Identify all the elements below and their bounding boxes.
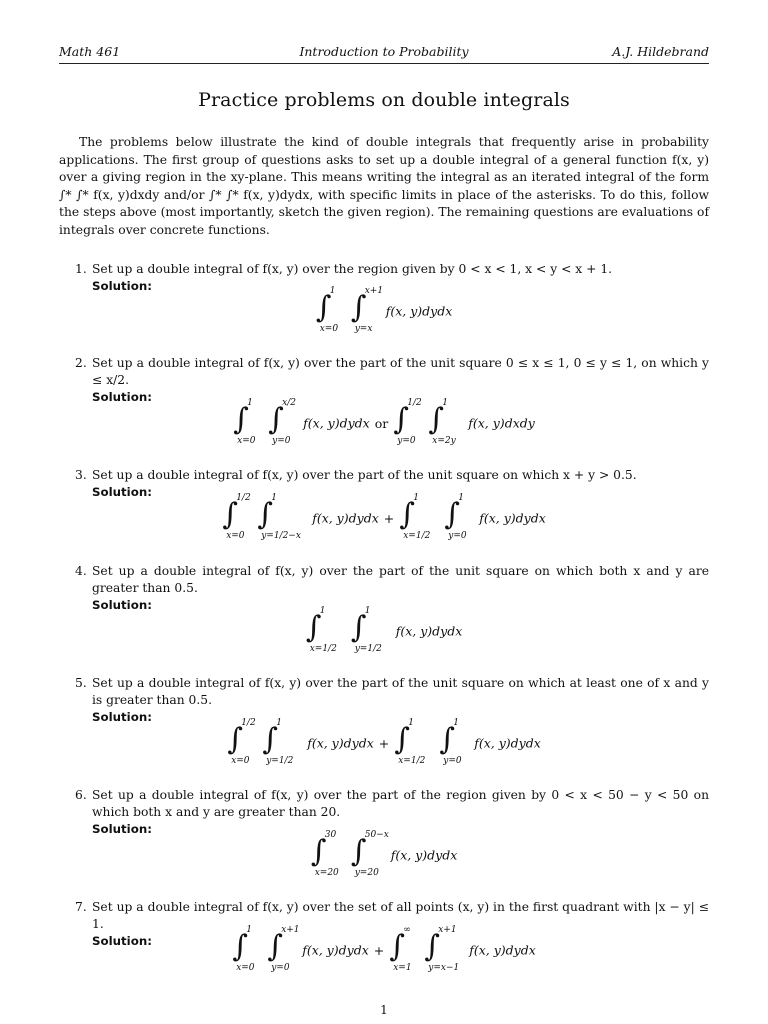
integrand: f(x, y)dydx bbox=[479, 510, 546, 526]
problem-statement: Set up a double integral of f(x, y) over the part of the unit square 0 ≤ x ≤ 1, 0 ≤ y ≤ 1, on which y ≤ x/2. bbox=[92, 356, 709, 388]
outer-integral bbox=[233, 398, 256, 446]
integral-sign: ∫ bbox=[305, 610, 322, 645]
upper-limit: 1 bbox=[246, 925, 252, 935]
integral-sign: ∫ bbox=[350, 610, 367, 645]
page-number: 1 bbox=[380, 1003, 388, 1017]
solution-label: Solution: bbox=[92, 934, 152, 949]
integral-sign: ∫ bbox=[399, 497, 415, 532]
problem-number: 7. bbox=[75, 900, 87, 914]
upper-limit: ∞ bbox=[403, 925, 411, 935]
solution-equation-6 bbox=[59, 830, 709, 878]
upper-limit: 1 bbox=[442, 398, 448, 408]
header-rule bbox=[59, 63, 709, 64]
integral-sign: ∫ bbox=[267, 929, 283, 964]
solution-label: Solution: bbox=[92, 598, 152, 613]
problem-6 bbox=[75, 787, 709, 839]
outer-integral bbox=[227, 718, 256, 766]
lower-limit: x=0 bbox=[231, 756, 250, 766]
lower-limit: x=20 bbox=[314, 868, 339, 878]
header-title: Introduction to Probability bbox=[299, 44, 469, 59]
inner-integral bbox=[424, 925, 460, 973]
lower-limit: y=0 bbox=[271, 963, 290, 973]
problem-number: 1. bbox=[75, 262, 87, 276]
outer-integral bbox=[222, 493, 251, 541]
outer-integral bbox=[305, 606, 337, 654]
integral-sign: ∫ bbox=[315, 290, 332, 325]
upper-limit: 1/2 bbox=[241, 718, 256, 728]
problem-number: 3. bbox=[75, 468, 87, 482]
integral-sign: ∫ bbox=[350, 834, 367, 869]
lower-limit: y=0 bbox=[272, 436, 291, 446]
problem-number: 4. bbox=[75, 564, 87, 578]
upper-limit: x+1 bbox=[281, 925, 300, 935]
lower-limit: y=1/2−x bbox=[261, 531, 301, 541]
inner-integral bbox=[268, 398, 297, 446]
upper-limit: 1 bbox=[247, 398, 253, 408]
integrand: f(x, y)dydx bbox=[469, 942, 536, 958]
equation-joiner: + bbox=[383, 510, 395, 526]
lower-limit: x=1 bbox=[393, 963, 412, 973]
lower-limit: y=20 bbox=[354, 868, 379, 878]
problem-3 bbox=[75, 467, 709, 501]
problem-statement: Set up a double integral of f(x, y) over the part of the unit square on which both x and y are greater than 0.5. bbox=[92, 564, 709, 596]
problem-statement: Set up a double integral of f(x, y) over the region given by 0 < x < 1, x < y < x + 1. bbox=[92, 262, 613, 276]
running-header bbox=[59, 44, 709, 62]
integral-sign: ∫ bbox=[389, 929, 405, 964]
solution-equation-5 bbox=[59, 718, 709, 766]
integral-sign: ∫ bbox=[394, 722, 410, 757]
lower-limit: y=x bbox=[354, 324, 373, 334]
integral-sign: ∫ bbox=[257, 497, 273, 532]
upper-limit: 1 bbox=[413, 493, 419, 503]
problem-statement: Set up a double integral of f(x, y) over the part of the unit square on which at least one of x and y is greater than 0.5. bbox=[92, 676, 709, 708]
problem-statement: Set up a double integral of f(x, y) over the part of the unit square on which x + y > 0.5. bbox=[92, 468, 637, 482]
integrand: f(x, y)dydx bbox=[474, 735, 541, 751]
integrand: f(x, y)dydx bbox=[303, 415, 370, 431]
outer-integral bbox=[310, 830, 339, 878]
integral-sign: ∫ bbox=[222, 497, 238, 532]
header-course: Math 461 bbox=[59, 44, 121, 59]
upper-limit: 1 bbox=[453, 718, 459, 728]
problem-number: 6. bbox=[75, 788, 87, 802]
problem-statement: Set up a double integral of f(x, y) over the part of the region given by 0 < x < 50 − y < 50 on which both x and y are greater than 20. bbox=[92, 788, 709, 820]
lower-limit: x=0 bbox=[226, 531, 245, 541]
solution-equation-2 bbox=[59, 398, 709, 446]
intro-paragraph: The problems below illustrate the kind of double integrals that frequently arise in probability applications. The first group of questions asks to set up a double integral of a general function f(x, y) over a giving region in the xy-plane. This means writing the integral as an iterated integral of the form ∫* ∫* f(x, y)dxdy and/or ∫* ∫* f(x, y)dydx, with specific limits in place of the asterisks. To do this, follow the steps above (most importantly, sketch the given region). The remaining questions are evaluations of integrals over concrete functions. bbox=[59, 135, 709, 237]
solution-label: Solution: bbox=[92, 279, 152, 294]
outer-integral bbox=[394, 718, 426, 766]
solution-label: Solution: bbox=[92, 710, 152, 725]
inner-integral bbox=[257, 493, 301, 541]
lower-limit: x=0 bbox=[237, 436, 256, 446]
integral-sign: ∫ bbox=[439, 722, 455, 757]
lower-limit: x=2y bbox=[432, 436, 456, 446]
lower-limit: x=1/2 bbox=[398, 756, 426, 766]
upper-limit: 1 bbox=[408, 718, 414, 728]
header-author: A.J. Hildebrand bbox=[612, 44, 709, 59]
equation-joiner: + bbox=[378, 735, 390, 751]
integral-sign: ∫ bbox=[310, 834, 327, 869]
integral-sign: ∫ bbox=[444, 497, 460, 532]
integral-sign: ∫ bbox=[268, 402, 284, 437]
problem-statement: Set up a double integral of f(x, y) over the set of all points (x, y) in the first quadrant with |x − y| ≤ 1. bbox=[92, 900, 709, 932]
integral-sign: ∫ bbox=[428, 402, 444, 437]
upper-limit: 1 bbox=[319, 606, 326, 616]
lower-limit: x=1/2 bbox=[309, 644, 337, 654]
integral-sign: ∫ bbox=[227, 722, 243, 757]
upper-limit: 1 bbox=[364, 606, 371, 616]
upper-limit: 1 bbox=[276, 718, 282, 728]
upper-limit: 30 bbox=[324, 830, 337, 840]
integrand: f(x, y)dydx bbox=[302, 942, 369, 958]
upper-limit: 1 bbox=[271, 493, 277, 503]
integrand: f(x, y)dydx bbox=[307, 735, 374, 751]
equation-joiner: + bbox=[373, 942, 385, 958]
lower-limit: y=0 bbox=[443, 756, 462, 766]
page-title: Practice problems on double integrals bbox=[198, 89, 570, 111]
integral-sign: ∫ bbox=[232, 929, 248, 964]
lower-limit: y=1/2 bbox=[266, 756, 294, 766]
solution-label: Solution: bbox=[92, 485, 152, 500]
problem-1 bbox=[75, 261, 709, 295]
lower-limit: y=1/2 bbox=[354, 644, 382, 654]
integral-sign: ∫ bbox=[424, 929, 440, 964]
upper-limit: x+1 bbox=[438, 925, 457, 935]
outer-integral bbox=[399, 493, 431, 541]
upper-limit: 1/2 bbox=[407, 398, 422, 408]
solution-equation-7 bbox=[59, 925, 709, 973]
inner-integral bbox=[262, 718, 294, 766]
equation-joiner: or bbox=[374, 415, 389, 431]
integral-sign: ∫ bbox=[350, 290, 367, 325]
integrand: f(x, y)dydx bbox=[312, 510, 379, 526]
outer-integral bbox=[389, 925, 412, 973]
problem-number: 2. bbox=[75, 356, 87, 370]
integrand: f(x, y)dxdy bbox=[468, 415, 535, 431]
inner-integral bbox=[439, 718, 462, 766]
problem-5 bbox=[75, 675, 709, 727]
integrand: f(x, y)dydx bbox=[390, 847, 458, 863]
solution-equation-4 bbox=[59, 606, 709, 654]
integrand: f(x, y)dydx bbox=[385, 303, 453, 319]
inner-integral bbox=[428, 398, 456, 446]
problem-2 bbox=[75, 355, 709, 407]
problem-4 bbox=[75, 563, 709, 615]
upper-limit: 1/2 bbox=[236, 493, 251, 503]
inner-integral bbox=[350, 286, 384, 334]
problem-number: 5. bbox=[75, 676, 87, 690]
solution-equation-3 bbox=[59, 493, 709, 541]
upper-limit: x/2 bbox=[282, 398, 297, 408]
integral-sign: ∫ bbox=[262, 722, 278, 757]
solution-label: Solution: bbox=[92, 390, 152, 405]
lower-limit: x=0 bbox=[236, 963, 255, 973]
solution-label: Solution: bbox=[92, 822, 152, 837]
lower-limit: y=x−1 bbox=[428, 963, 460, 973]
lower-limit: y=0 bbox=[448, 531, 467, 541]
inner-integral bbox=[444, 493, 467, 541]
outer-integral bbox=[315, 286, 339, 334]
upper-limit: 1 bbox=[458, 493, 464, 503]
lower-limit: x=1/2 bbox=[403, 531, 431, 541]
inner-integral bbox=[267, 925, 300, 973]
upper-limit: 1 bbox=[329, 286, 336, 296]
upper-limit: x+1 bbox=[364, 286, 384, 296]
outer-integral bbox=[393, 398, 422, 446]
integral-sign: ∫ bbox=[393, 402, 409, 437]
lower-limit: y=0 bbox=[397, 436, 416, 446]
integrand: f(x, y)dydx bbox=[395, 623, 463, 639]
upper-limit: 50−x bbox=[364, 830, 389, 840]
inner-integral bbox=[350, 606, 382, 654]
integral-sign: ∫ bbox=[233, 402, 249, 437]
lower-limit: x=0 bbox=[319, 324, 339, 334]
inner-integral bbox=[350, 830, 389, 878]
outer-integral bbox=[232, 925, 255, 973]
